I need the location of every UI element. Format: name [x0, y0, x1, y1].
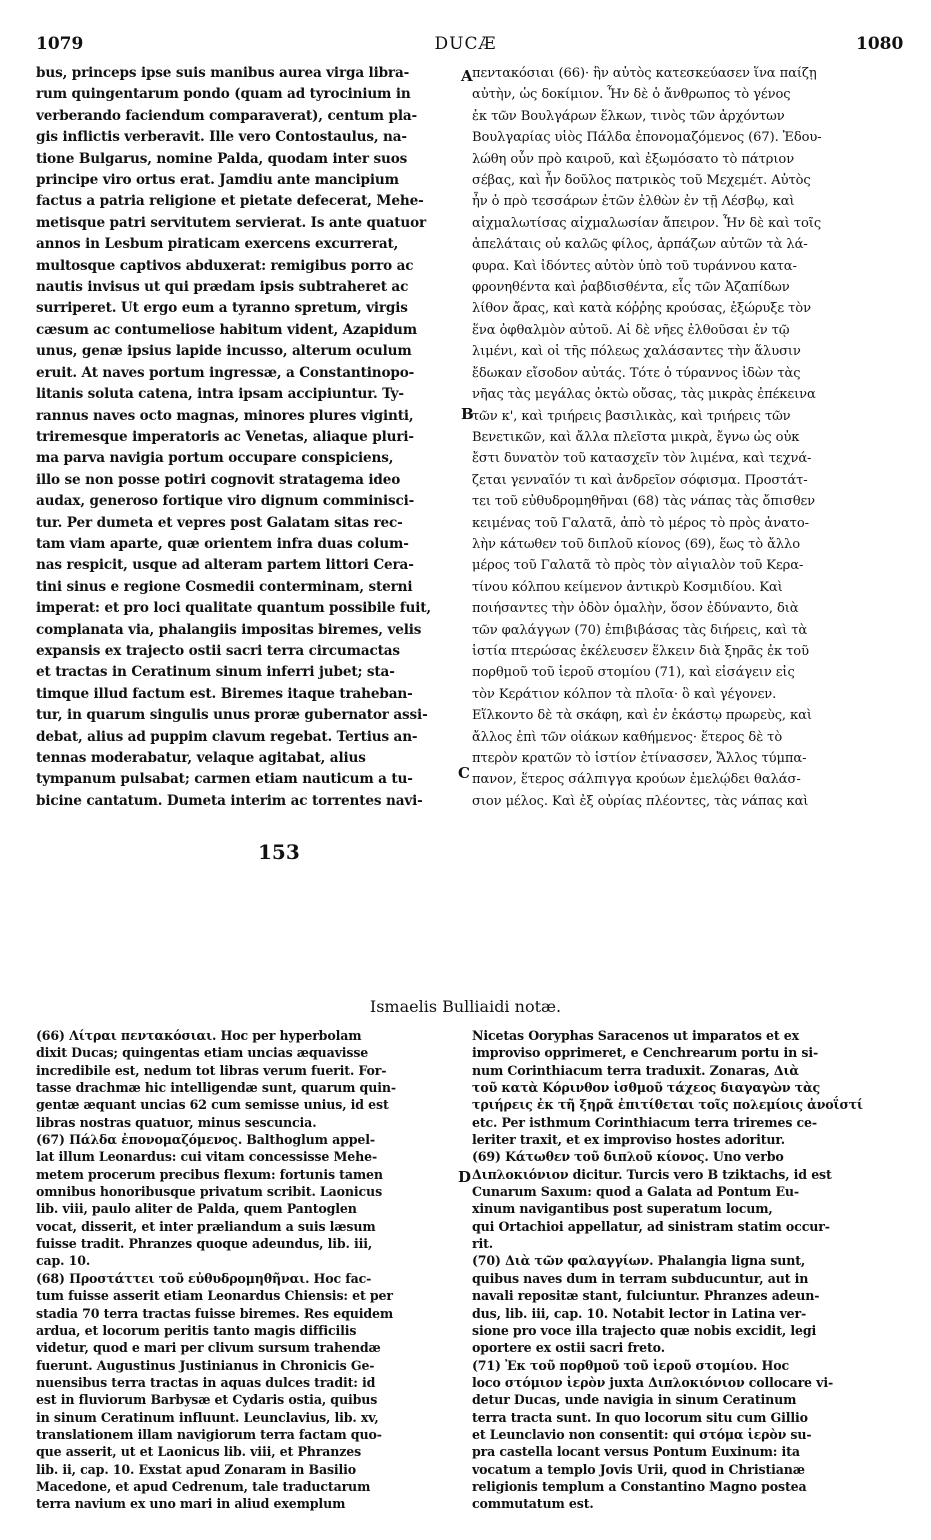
note-line: (71) Ἐκ τοῦ πορθμοῦ τοῦ ἱεροῦ στομίου. Hoc	[472, 1357, 790, 1373]
latin-text-line: rannus naves octo magnas, minores plures viginti,	[36, 407, 414, 424]
note-line: rit.	[472, 1236, 494, 1252]
latin-text-line: tur, in quarum singulis unus proræ gubernator assi-	[36, 707, 428, 724]
latin-text-line: nas respicit, usque ad alteram partem littori Cera-	[36, 557, 414, 574]
latin-text-line: triremesque imperatoris ac Venetas, aliaque pluri-	[36, 428, 414, 445]
note-line: sione pro voce illa trajecto quæ nobis excidit, legi	[472, 1322, 817, 1338]
greek-text-line: φυρα. Καὶ ἰδόντες αὐτὸν ὑπὸ τοῦ τυράννου κατα-	[472, 258, 797, 274]
margin-marker-a: A	[461, 67, 473, 85]
note-line: translationem illam navigiorum terra factam quo-	[36, 1426, 382, 1442]
note-line: vocatum a templo Jovis Urii, quod in Christianæ	[472, 1461, 805, 1477]
latin-text-line: multosque captivos abduxerat: remigibus porro ac	[36, 257, 414, 274]
greek-text-line: πεντακόσιαι (66)· ἣν αὐτὸς κατεσκεύασεν ἵνα παίζῃ	[472, 66, 817, 81]
latin-text-line: rum quingentarum pondo (quam ad tyrocinium in	[36, 86, 411, 103]
note-line: que asserit, ut et Laonicus lib. viii, et Phranzes	[36, 1444, 362, 1460]
margin-marker-c: C	[458, 764, 470, 782]
greek-text-line: αἰχμαλωτίσας αἰχμαλωσίαν ἄπειρον. Ἦν δὲ καὶ τοῖς	[472, 215, 822, 231]
greek-text-line: μέρος τοῦ Γαλατᾶ τὸ πρὸς τὸν αἰγιαλὸν τοῦ Κερα-	[472, 558, 804, 574]
greek-text-line: λώθη οὖν πρὸ καιροῦ, καὶ ἐξωμόσατο τὸ πάτριον	[472, 151, 795, 167]
note-line: fuerunt. Augustinus Justinianus in Chronicis Ge-	[36, 1357, 375, 1373]
greek-text-line: ἀπελάταις οὐ καλῶς φίλος, ἁρπάζων αὐτῶν τὰ λά-	[472, 237, 808, 253]
note-line: etc. Per isthmum Corinthiacum terra triremes ce-	[472, 1114, 817, 1130]
note-line: et Leunclavio non consentit: qui στόμα ἱερὸν su-	[472, 1426, 812, 1442]
greek-text-column	[472, 63, 900, 812]
latin-text-line: surriperet. Ut ergo eum a tyranno spretum, virgis	[36, 300, 408, 317]
note-line: leriter traxit, et ex improviso hostes adoritur.	[472, 1132, 785, 1148]
greek-text-line: σέβας, καὶ ἦν δοῦλος πατρικὸς τοῦ Μεχεμέτ. Αὐτὸς	[472, 173, 811, 189]
note-line: tasse drachmæ hic intelligendæ sunt, quarum quin-	[36, 1080, 396, 1096]
latin-text-line: expansis ex trajecto ostii sacri terra circumactas	[36, 642, 400, 659]
greek-text-line: Βουλγαρίας υἱὸς Πάλδα ἐπονομαζόμενος (67). Ἐδου-	[472, 130, 822, 146]
latin-text-line: illo se non posse potiri cognovit stratagema ideo	[36, 471, 401, 488]
latin-text-line: tione Bulgarus, nomine Palda, quodam inter suos	[36, 150, 408, 167]
greek-text-line: ἄλλος ἐπὶ τῶν οἰάκων καθήμενος· ἕτερος δὲ τὸ	[472, 729, 783, 745]
notes-left-column	[36, 1027, 456, 1513]
note-line: Cunarum Saxum: quod a Galata ad Pontum Eu-	[472, 1184, 799, 1200]
note-line: oportere ex ostii sacri freto.	[472, 1340, 665, 1356]
note-line: lib. ii, cap. 10. Exstat apud Zonaram in Basilio	[36, 1461, 357, 1477]
note-line: terra tracta sunt. In quo locorum situ cum Gillio	[472, 1409, 808, 1425]
greek-text-line: ἱστία πτερώσας ἐκέλευσεν ἕλκειν διὰ ξηρᾶς ἐκ τοῦ	[472, 643, 809, 659]
greek-text-line: σιον μέλος. Καὶ ἐξ οὐρίας πλέοντες, τὰς νάπας καὶ	[472, 793, 809, 809]
greek-text-line: λίθον ἄρας, καὶ κατὰ κόῤῥης κρούσας, ἐξώρυξε τὸν	[472, 301, 811, 317]
margin-marker-b: B	[461, 405, 474, 423]
note-line: cap. 10.	[36, 1253, 91, 1269]
greek-text-line: Εἵλκοντο δὲ τὰ σκάφη, καὶ ἐν ἑκάστῳ πρωρεὺς, καὶ	[472, 708, 812, 724]
latin-text-line: ma parva navigia portum occupare conspiciens,	[36, 450, 394, 467]
note-line: (68) Προστάττει τοῦ εὐθυδρομηθῆναι. Hoc fac-	[36, 1270, 372, 1286]
latin-text-line: unus, genæ ipsius lapide incusso, alterum oculum	[36, 343, 412, 360]
latin-text-line: factus a patria religione et pietate defecerat, Mehe-	[36, 193, 424, 210]
greek-text-line: ἔδωκαν εἴσοδον αὐτάς. Τότε ὁ τύραννος ἰδὼν τὰς	[472, 365, 801, 381]
note-line: (67) Πάλδα ἐπονομαζόμενος. Balthoglum appel-	[36, 1132, 375, 1148]
note-line: improviso opprimeret, e Cenchrearum portu in si-	[472, 1045, 819, 1061]
greek-text-line: πτερὸν κρατῶν τὸ ἱστίον ἐτίνασσεν, Ἄλλος τύμπα-	[472, 751, 807, 766]
greek-text-line: ἔστι δυνατὸν τοῦ κατασχεῖν τὸν λιμένα, καὶ τεχνά-	[472, 451, 812, 467]
greek-text-line: ἦν ὁ πρὸ τεσσάρων ἐτῶν ἐλθὼν ἐν τῇ Λέσβῳ, καὶ	[472, 194, 795, 210]
note-line: Macedone, et apud Cedrenum, tale traductarum	[36, 1478, 371, 1494]
note-line: lib. viii, paulo aliter de Palda, quem Pantoglen	[36, 1201, 357, 1217]
latin-text-line: et tractas in Ceratinum sinum inferri jubet; sta-	[36, 664, 395, 681]
latin-text-line: tennas moderabatur, velaque agitabat, alius	[36, 750, 366, 766]
greek-text-line: νῆας τὰς μεγάλας ὀκτὼ οὔσας, τὰς μικρὰς ἐπέκεινα	[472, 387, 816, 403]
latin-text-line: audax, generoso fortique viro dignum comminisci-	[36, 493, 415, 510]
note-line: fuisse tradit. Phranzes quoque adeundus, lib. iii,	[36, 1236, 373, 1252]
latin-text-line: metisque patri servitutem servierat. Is ante quatuor	[36, 214, 427, 231]
note-line: qui Ortachioi appellatur, ad sinistram statim occur-	[472, 1218, 830, 1234]
note-line: ardua, et locorum peritis tanto magis difficilis	[36, 1322, 357, 1338]
latin-text-line: bicine cantatum. Dumeta interim ac torrentes navi-	[36, 792, 423, 809]
latin-text-line: timque illud factum est. Biremes itaque traheban-	[36, 685, 413, 702]
note-line: τοῦ κατὰ Κόρινθον ἰσθμοῦ τάχεος διαγαγὼν τὰς	[472, 1080, 821, 1096]
latin-text-line: tympanum pulsabat; carmen etiam nauticum a tu-	[36, 771, 413, 788]
note-line: lat illum Leonardus: cui vitam concessisse Mehe-	[36, 1149, 378, 1165]
note-line: omnibus honoribusque privatum scribit. Laonicus	[36, 1184, 383, 1200]
note-line: num Corinthiacum terra traduxit. Zonaras, Διὰ	[472, 1062, 799, 1078]
greek-text-line: φρονηθέντα καὶ ῥαβδισθέντα, εἷς τῶν Ἀζαπίδων	[472, 280, 790, 296]
note-line: metem procerum precibus flexum: fortunis tamen	[36, 1166, 383, 1182]
note-line: dus, lib. iii, cap. 10. Notabit lector in Latina ver-	[472, 1305, 807, 1321]
latin-text-line: imperat: et pro loci qualitate quantum possibile fuit,	[36, 600, 431, 617]
greek-text-line: κειμένας τοῦ Γαλατᾶ, ἀπὸ τὸ μέρος τὸ πρὸς ἀνατο-	[472, 515, 809, 531]
note-line: terra navium ex uno mari in aliud exemplum	[36, 1496, 346, 1512]
note-line: (70) Διὰ τῶν φαλαγγίων. Phalangia ligna sunt,	[472, 1253, 806, 1269]
greek-text-line: τίνου κόλπου κείμενον ἀντικρὺ Κοσμιδίου. Καὶ	[472, 579, 783, 595]
note-line: navali repositæ stant, fulciuntur. Phranzes adeun-	[472, 1288, 820, 1304]
latin-text-line: gis inflictis verberavit. Ille vero Contostaulus, na-	[36, 129, 407, 146]
note-line: Nicetas Ooryphas Saracenos ut imparatos et ex	[472, 1028, 800, 1043]
latin-text-line: debat, alius ad puppim clavum regebat. Tertius an-	[36, 728, 418, 745]
note-line: commutatum est.	[472, 1496, 594, 1512]
latin-text-line: eruit. At naves portum ingressæ, a Constantinopo-	[36, 364, 415, 381]
note-line: in sinum Ceratinum influunt. Leunclavius, lib. xv,	[36, 1409, 379, 1425]
note-line: stadia 70 terra tractas fuisse biremes. Res equidem	[36, 1305, 394, 1321]
greek-text-line: πανον, ἕτερος σάλπιγγα κρούων ἐμελῴδει θαλάσ-	[472, 772, 801, 788]
note-line: dixit Ducas; quingentas etiam uncias æquavisse	[36, 1045, 369, 1061]
note-line: incredibile est, nedum tot libras verum fuerit. For-	[36, 1062, 387, 1078]
note-line: videtur, quod e mari per clivum sursum trahendæ	[36, 1340, 381, 1356]
greek-text-line: τει τοῦ εὐθυδρομηθῆναι (68) τὰς νάπας τὰς ὄπισθεν	[472, 494, 816, 510]
inline-page-number: 153	[258, 840, 300, 864]
page-number-left: 1079	[36, 34, 84, 54]
greek-text-line: λιμένι, καὶ οἱ τῆς πόλεως χαλάσαντες τὴν ἅλυσιν	[472, 344, 801, 360]
note-line: Διπλοκιόνιον dicitur. Turcis vero B tziktachs, id est	[472, 1166, 832, 1182]
greek-text-line: τὸν Κεράτιον κόλπον τὰ πλοῖα· ὃ καὶ γέγονεν.	[472, 686, 777, 702]
latin-text-line: litanis soluta catena, intra ipsam accipiuntur. Ty-	[36, 386, 404, 403]
note-line: libras nostras quatuor, minus sescuncia.	[36, 1114, 317, 1130]
note-line: (66) Λίτραι πεντακόσιαι. Hoc per hyperbolam	[36, 1028, 362, 1043]
latin-text-line: tini sinus e regione Cosmedii conterminam, sterni	[36, 578, 413, 595]
latin-text-line: annos in Lesbum piraticam exercens excurrerat,	[36, 236, 399, 253]
note-line: τριήρεις ἐκ τῆ ξηρᾶ ἐπιτίθεται τοῖς πολεμίοις ἀνοΐστί	[472, 1097, 863, 1113]
greek-text-line: πορθμοῦ τοῦ ἱεροῦ στομίου (71), καὶ εἰσάγειν εἰς	[472, 665, 795, 681]
greek-text-line: τῶν κ', καὶ τριήρεις βασιλικὰς, καὶ τριήρεις τῶν	[472, 408, 791, 424]
note-line: quibus naves dum in terram subducuntur, aut in	[472, 1270, 809, 1286]
greek-text-line: ἐκ τῶν Βουλγάρων ἕλκων, τινὸς τῶν ἀρχόντων	[472, 108, 785, 124]
latin-text-column	[36, 63, 456, 812]
greek-text-line: τῶν φαλάγγων (70) ἐπιβιβάσας τὰς διήρεις, καὶ τὰ	[472, 622, 808, 638]
latin-text-line: tam viam aparte, quæ orientem infra duas colum-	[36, 535, 409, 552]
note-line: xinum navigantibus post superatum locum,	[472, 1201, 773, 1217]
notes-right-column	[472, 1027, 900, 1513]
latin-text-line: cæsum ac contumeliose habitum vident, Azapidum	[36, 321, 417, 338]
latin-text-line: verberando faciendum comparaverat), centum pla-	[36, 107, 418, 124]
note-line: (69) Κάτωθεν τοῦ διπλοῦ κίονος. Uno verbo	[472, 1149, 784, 1165]
note-line: detur Ducas, unde navigia in sinum Ceratinum	[472, 1392, 797, 1408]
notes-title: Ismaelis Bulliaidi notæ.	[369, 997, 562, 1016]
note-line: gentæ æquant uncias 62 cum semisse unius, id est	[36, 1097, 389, 1113]
page-number-right: 1080	[856, 34, 904, 54]
greek-text-line: ἕνα ὀφθαλμὸν αὐτοῦ. Αἱ δὲ νῆες ἐλθοῦσαι ἐν τῷ	[472, 322, 790, 338]
note-line: nuensibus terra tractas in aquas dulces tradit: id	[36, 1374, 376, 1390]
note-line: loco στόμιον ἱερὸν juxta Διπλοκιόνιον collocare vi-	[472, 1374, 834, 1390]
latin-text-line: principe viro ortus erat. Jamdiu ante mancipium	[36, 172, 399, 189]
latin-text-line: nautis invisus ut qui prædam ipsis subtraheret ac	[36, 279, 409, 296]
latin-text-line: complanata via, phalangiis impositas biremes, velis	[36, 621, 422, 638]
note-line: tum fuisse asserit etiam Leonardus Chiensis: et per	[36, 1288, 393, 1304]
running-head: DUCÆ	[434, 34, 497, 54]
latin-text-line: tur. Per dumeta et vepres post Galatam sitas rec-	[36, 514, 403, 531]
note-line: pra castella locant versus Pontum Euxinum: ita	[472, 1444, 800, 1460]
greek-text-line: ζεται γενναῖόν τι καὶ ἀνδρεῖον σόφισμα. Προστάτ-	[472, 472, 808, 488]
greek-text-line: αὐτὴν, ὡς δοκίμιον. Ἦν δὲ ὁ ἄνθρωπος τὸ γένος	[472, 87, 791, 103]
latin-text-line: bus, princeps ipse suis manibus aurea virga libra-	[36, 65, 410, 81]
note-line: est in fluviorum Barbysæ et Cydaris ostia, quibus	[36, 1392, 378, 1408]
note-line: religionis templum a Constantino Magno postea	[472, 1478, 807, 1494]
greek-text-line: Βενετικῶν, καὶ ἄλλα πλεῖστα μικρὰ, ἔγνω ὡς οὐκ	[472, 429, 800, 445]
greek-text-line: λὴν κάτωθεν τοῦ διπλοῦ κίονος (69), ἕως τὸ ἄλλο	[472, 536, 801, 552]
note-line: vocat, disserit, et inter præliandum a suis læsum	[36, 1218, 376, 1234]
margin-marker-d: D	[458, 1168, 472, 1186]
greek-text-line: ποιήσαντες τὴν ὁδὸν ὁμαλὴν, ὅσον ἐδύναντο, διὰ	[472, 601, 799, 617]
